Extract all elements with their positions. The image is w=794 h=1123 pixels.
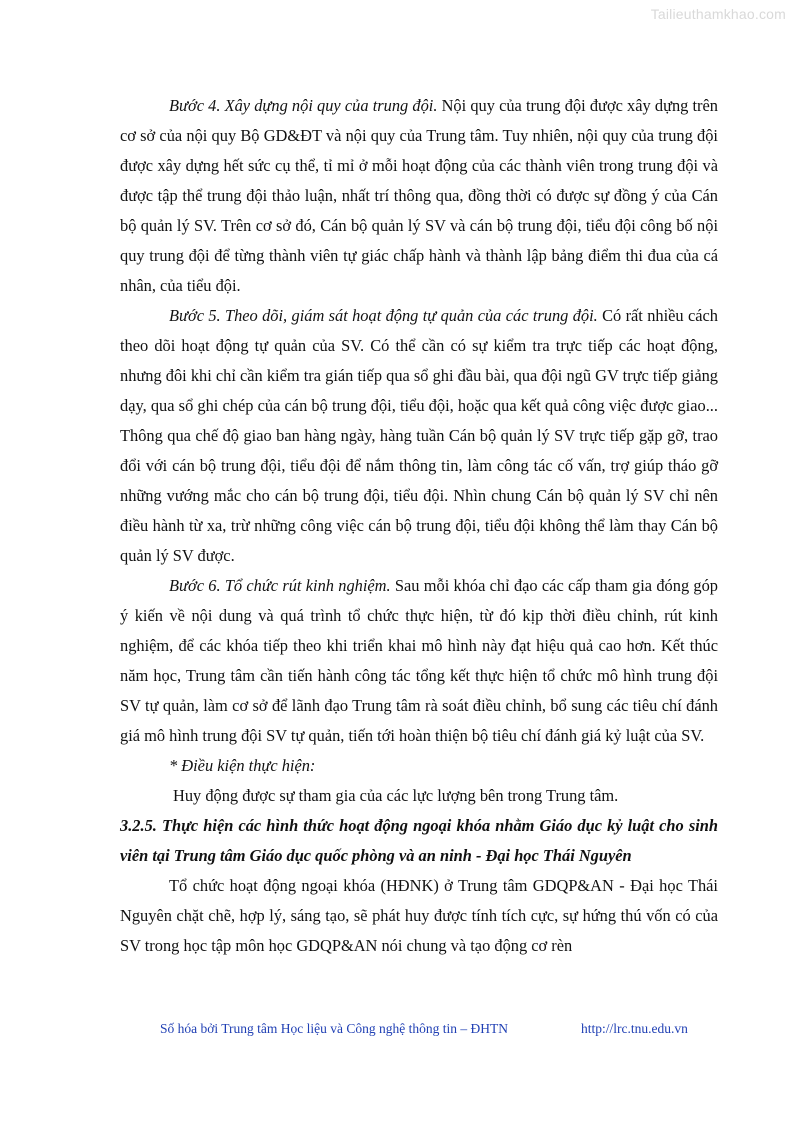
condition-heading: * Điều kiện thực hiện: (169, 756, 316, 775)
footer-link[interactable]: http://lrc.tnu.edu.vn (581, 1021, 688, 1036)
watermark-text: Tailieuthamkhao.com (650, 6, 786, 22)
condition-body: Huy động được sự tham gia của các lực lượng bên trong Trung tâm. (173, 786, 619, 805)
document-body (120, 91, 718, 961)
paragraph-step-5 (120, 301, 718, 571)
step-6-lead: Bước 6. Tổ chức rút kinh nghiệm. (169, 576, 391, 595)
paragraph-step-4 (120, 91, 718, 301)
step-6-body: Sau mỗi khóa chỉ đạo các cấp tham gia đóng góp ý kiến về nội dung và quá trình tổ chức thực hiện, từ đó kịp thời điều chỉnh, rút kinh nghiệm, để các khóa tiếp theo khi triển khai mô hình này đạt hiệu quả cao hơn. Kết thúc năm học, Trung tâm cần tiến hành công tác tổng kết thực hiện tổ chức mô hình trung đội SV tự quản, làm cơ sở để lãnh đạo Trung tâm rà soát điều chỉnh, bổ sung các tiêu chí đánh giá mô hình trung đội SV tự quản, tiến tới hoàn thiện bộ tiêu chí đánh giá kỷ luật của SV. (120, 576, 718, 745)
page-footer (160, 1021, 720, 1037)
footer-credit: Số hóa bởi Trung tâm Học liệu và Công nghệ thông tin – ĐHTN (160, 1021, 509, 1036)
step-5-lead: Bước 5. Theo dõi, giám sát hoạt động tự quản của các trung đội. (169, 306, 598, 325)
paragraph-step-6 (120, 571, 718, 751)
section-heading: 3.2.5. Thực hiện các hình thức hoạt động ngoại khóa nhằm Giáo dục kỷ luật cho sinh viên tại Trung tâm Giáo dục quốc phòng và an ninh - Đại học Thái Nguyên (120, 816, 718, 865)
step-4-lead: Bước 4. Xây dựng nội quy của trung đội. (169, 96, 438, 115)
section-paragraph: Tổ chức hoạt động ngoại khóa (HĐNK) ở Trung tâm GDQP&AN - Đại học Thái Nguyên chặt chẽ, hợp lý, sáng tạo, sẽ phát huy được tính tích cực, sự hứng thú vốn có của SV trong học tập môn học GDQP&AN nói chung và tạo động cơ rèn (120, 876, 718, 955)
step-4-body: Nội quy của trung đội được xây dựng trên cơ sở của nội quy Bộ GD&ĐT và nội quy của Trung tâm. Tuy nhiên, nội quy của trung đội được xây dựng hết sức cụ thể, tỉ mỉ ở mỗi hoạt động của các thành viên trong trung đội và được tập thể trung đội thảo luận, nhất trí thông qua, đồng thời có được sự đồng ý của Cán bộ quản lý SV. Trên cơ sở đó, Cán bộ quản lý SV và cán bộ trung đội, tiểu đội công bố nội quy trung đội để từng thành viên tự giác chấp hành và thành lập bảng điểm thi đua của cá nhân, của tiểu đội. (120, 96, 718, 295)
step-5-body: Có rất nhiều cách theo dõi hoạt động tự quản của SV. Có thể cần có sự kiểm tra trực tiếp các hoạt động, nhưng đôi khi chỉ cần kiểm tra gián tiếp qua sổ ghi đầu bài, qua đội ngũ GV trực tiếp giảng dạy, qua sổ ghi chép của cán bộ trung đội, tiểu đội, hoặc qua kết quả công việc được giao... Thông qua chế độ giao ban hàng ngày, hàng tuần Cán bộ quản lý SV trực tiếp gặp gỡ, trao đổi với cán bộ trung đội, tiểu đội để nắm thông tin, làm công tác cố vấn, trợ giúp tháo gỡ những vướng mắc cho cán bộ trung đội, tiểu đội. Nhìn chung Cán bộ quản lý SV chỉ nên điều hành từ xa, trừ những công việc cán bộ trung đội, tiểu đội không thể làm thay Cán bộ quản lý SV được. (120, 306, 718, 565)
